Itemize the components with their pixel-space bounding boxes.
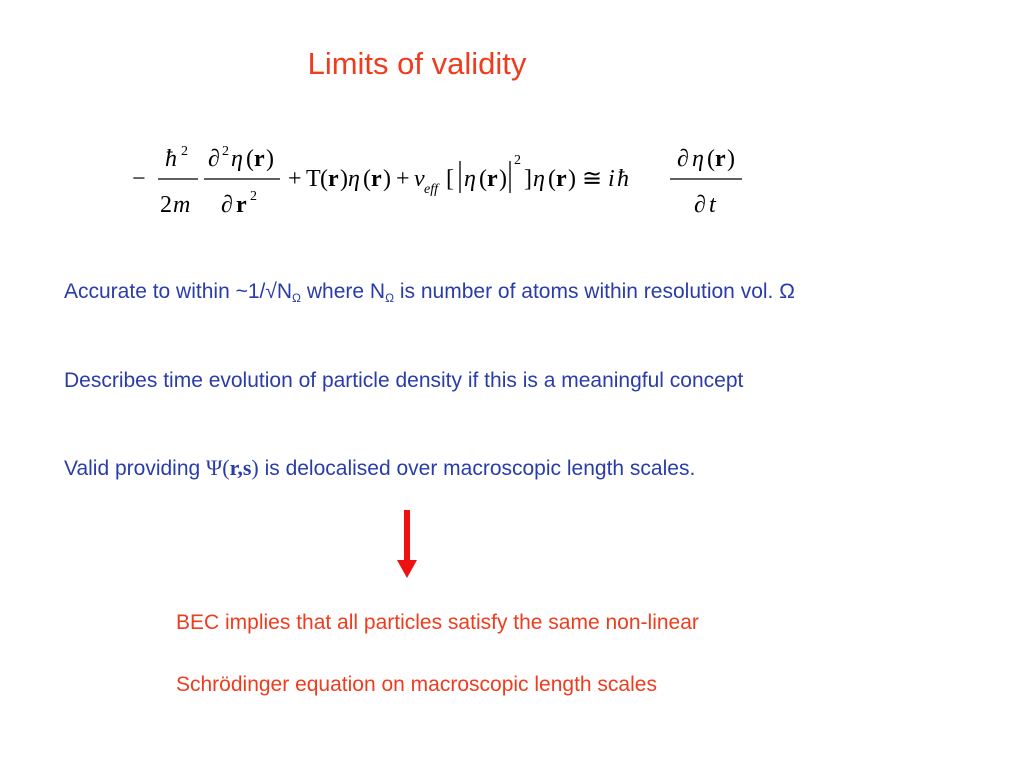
eq-hbar-2: ħ — [617, 166, 629, 192]
eq-lparen-2: ( — [320, 166, 328, 192]
accuracy-text-3: is number of atoms within resolution vol. Ω — [394, 280, 795, 303]
gross-pitaevskii-equation — [130, 138, 770, 218]
time-evolution-statement: Describes time evolution of particle density if this is a meaningful concept — [64, 369, 744, 392]
eq-t: t — [709, 192, 716, 218]
validity-suffix: is delocalised over macroscopic length scales. — [258, 457, 696, 480]
eq-rbracket: ] — [524, 166, 532, 192]
eq-eta-2: η — [348, 166, 360, 192]
eq-r-1: r — [254, 146, 265, 172]
eq-two-coef: 2 — [160, 192, 172, 218]
psi-args: r,s — [229, 455, 252, 480]
wavefunction-symbol — [206, 455, 259, 480]
validity-prefix: Valid providing — [64, 457, 207, 480]
eq-plus-1: + — [288, 166, 302, 192]
equation-svg — [130, 138, 770, 218]
arrow-head — [397, 560, 417, 578]
eq-partial-2: ∂ — [221, 192, 233, 218]
eq-rparen-6: ) — [727, 146, 735, 172]
accuracy-text-2: where N — [301, 280, 386, 303]
eq-lparen-6: ( — [707, 146, 715, 172]
eq-rparen-3: ) — [383, 166, 391, 192]
eq-partial-exponent: 2 — [222, 144, 229, 159]
eq-rparen-5: ) — [568, 166, 576, 192]
down-arrow-icon — [396, 510, 418, 580]
eq-eta-4: η — [533, 166, 545, 192]
eq-partial-3: ∂ — [677, 146, 689, 172]
arrow-shaft — [404, 510, 410, 562]
psi-close: ) — [251, 455, 259, 480]
eq-partial-4: ∂ — [694, 192, 706, 218]
eq-lparen-4: ( — [479, 166, 487, 192]
eq-eta-5: η — [692, 146, 704, 172]
eq-rparen-2: ) — [340, 166, 348, 192]
eq-r-6: r — [556, 166, 567, 192]
eq-lbracket: [ — [446, 166, 454, 192]
psi-open: Ψ( — [206, 455, 230, 480]
eq-v: v — [414, 166, 425, 192]
eq-i: i — [608, 166, 615, 192]
accuracy-text-1: Accurate to within ~1/√N — [64, 280, 293, 303]
eq-hbar-exponent: 2 — [181, 144, 188, 159]
accuracy-statement — [64, 280, 795, 304]
eq-plus-2: + — [396, 166, 410, 192]
eq-approx: ≅ — [582, 166, 603, 192]
eq-lparen-3: ( — [363, 166, 371, 192]
slide-title — [0, 46, 1024, 82]
eq-eta-3: η — [464, 166, 476, 192]
eq-r-7: r — [715, 146, 726, 172]
accuracy-subscript-1: Ω — [292, 291, 302, 305]
eq-partial-1: ∂ — [208, 146, 220, 172]
eq-T: T — [306, 166, 321, 192]
conclusion-line-2: Schrödinger equation on macroscopic length scales — [176, 673, 657, 696]
eq-lparen-1: ( — [246, 146, 254, 172]
eq-minus: − — [132, 166, 146, 192]
eq-r-3: r — [328, 166, 339, 192]
eq-r-4: r — [371, 166, 382, 192]
eq-r-5: r — [487, 166, 498, 192]
accuracy-subscript-2: Ω — [385, 291, 395, 305]
eq-r-2: r — [236, 192, 247, 218]
validity-statement — [64, 455, 695, 481]
eq-eta-1: η — [231, 146, 243, 172]
eq-lparen-5: ( — [548, 166, 556, 192]
slide-title-text: Limits of validity — [307, 46, 527, 81]
eq-m: m — [173, 192, 191, 218]
eq-abs-exponent: 2 — [514, 153, 521, 168]
eq-eff-subscript: eff — [424, 182, 438, 197]
conclusion-line-1: BEC implies that all particles satisfy the same non-linear — [176, 611, 699, 634]
eq-hbar: ħ — [165, 146, 177, 172]
eq-rparen-4: ) — [499, 166, 507, 192]
eq-r-exponent: 2 — [250, 189, 257, 204]
eq-rparen-1: ) — [266, 146, 274, 172]
